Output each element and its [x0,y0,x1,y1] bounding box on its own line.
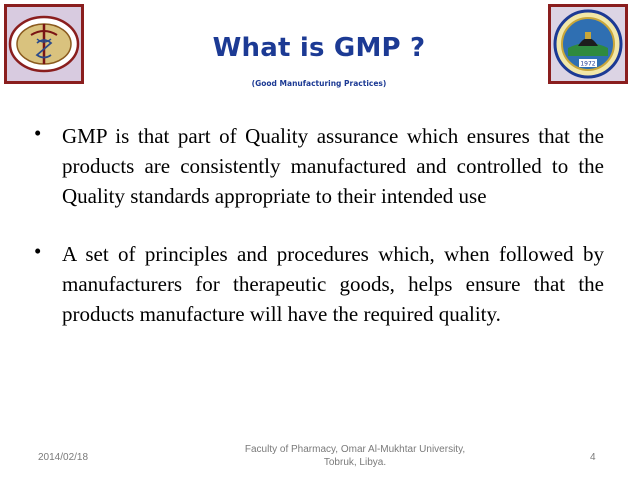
slide-title: What is GMP ? [212,33,426,63]
footer-date: 2014/02/18 [38,452,89,463]
bullet-text: A set of principles and procedures which, when followed by manufacturers for therapeutic goods, helps ensure that the products manufacture will have the required quality. [62,242,604,326]
bullet-marker: • [34,239,42,263]
seal-year: 1972 [580,60,596,68]
bullet-item [34,239,604,329]
slide-subtitle: (Good Manufacturing Practices) [251,79,387,88]
bullet-list [34,121,604,357]
university-seal-icon [548,4,628,84]
bullet-marker: • [34,121,42,145]
page-number: 4 [590,452,596,463]
footer-institution [220,443,490,469]
bullet-text: GMP is that part of Quality assurance which ensures that the products are consistently manufactured and controlled to the Quality standards appropriate to their intended use [62,124,604,208]
bullet-item [34,121,604,211]
caduceus-emblem-icon [4,4,84,84]
footer-institution-line2: Tobruk, Libya. [323,457,387,468]
footer-institution-line1: Faculty of Pharmacy, Omar Al-Mukhtar University, [244,444,466,455]
